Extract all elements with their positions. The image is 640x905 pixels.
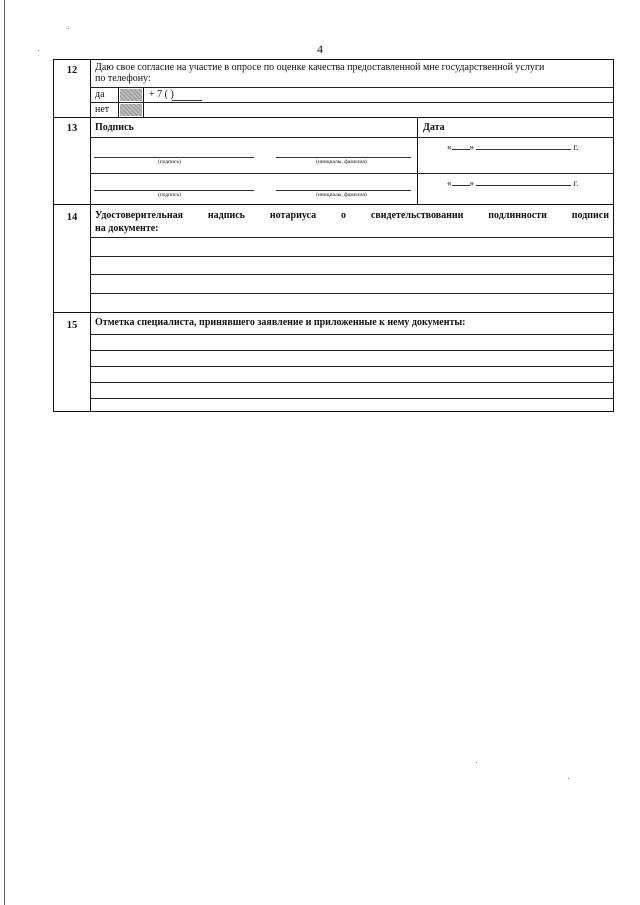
- section-divider: [54, 204, 613, 205]
- consent-text-line2: по телефону:: [95, 73, 151, 84]
- name-caption: (инициалы, фамилия): [316, 159, 367, 165]
- scan-speck: [68, 28, 69, 29]
- application-form-table: [53, 59, 614, 412]
- signature-line-2[interactable]: [94, 190, 254, 191]
- specialist-writing-line[interactable]: [90, 398, 613, 399]
- row-number-14: 14: [66, 212, 78, 223]
- notary-writing-line[interactable]: [90, 256, 613, 257]
- column-divider: [417, 117, 418, 204]
- notary-writing-line[interactable]: [90, 293, 613, 294]
- date-close-quote: »: [469, 142, 474, 152]
- row-number-12: 12: [66, 65, 78, 76]
- signature-caption: (подпись): [158, 159, 181, 165]
- date-header: Дата: [423, 122, 445, 133]
- consent-no-checkbox[interactable]: [120, 104, 142, 116]
- scan-edge-line: [4, 0, 5, 905]
- date-open-quote-2: «: [447, 178, 452, 188]
- name-caption-2: (инициалы, фамилия): [316, 192, 367, 198]
- row-divider: [90, 87, 613, 88]
- notary-writing-line[interactable]: [90, 237, 613, 238]
- row-divider: [90, 137, 613, 138]
- page-number: 4: [317, 42, 323, 56]
- date-open-quote: «: [447, 142, 452, 152]
- scan-speck: [476, 762, 477, 763]
- consent-text-line1: Даю свое согласие на участие в опросе по оценке качества предоставленной мне государственной услуги: [95, 62, 545, 73]
- signature-caption-2: (подпись): [158, 192, 181, 198]
- date-field-2[interactable]: [447, 178, 578, 188]
- phone-number-field[interactable]: + 7 ( ): [149, 89, 174, 100]
- row-divider: [90, 173, 613, 174]
- consent-yes-checkbox[interactable]: [120, 89, 142, 101]
- consent-yes-label: да: [95, 89, 105, 100]
- date-field[interactable]: [447, 142, 578, 152]
- scan-speck: [568, 778, 569, 779]
- consent-no-label: нет: [95, 104, 110, 115]
- year-suffix: г.: [573, 142, 579, 152]
- section-divider: [54, 312, 613, 313]
- specialist-writing-line[interactable]: [90, 350, 613, 351]
- row-divider: [90, 102, 613, 103]
- notary-writing-line[interactable]: [90, 274, 613, 275]
- specialist-writing-line[interactable]: [90, 334, 613, 335]
- signature-header: Подпись: [95, 122, 134, 133]
- number-column-divider: [90, 60, 91, 411]
- name-line-2[interactable]: [276, 190, 411, 191]
- notary-title-line1: Удостоверительная надпись нотариуса о свидетельствовании подлинности подписи: [95, 210, 609, 221]
- row-number-15: 15: [66, 320, 78, 331]
- specialist-mark-title: Отметка специалиста, принявшего заявление и приложенные к нему документы:: [95, 317, 466, 328]
- phone-underline: [172, 100, 202, 101]
- section-divider: [54, 117, 613, 118]
- row-number-13: 13: [66, 123, 78, 134]
- notary-title-line2: на документе:: [95, 223, 159, 234]
- name-line[interactable]: [276, 157, 411, 158]
- signature-line[interactable]: [94, 157, 254, 158]
- year-suffix-2: г.: [573, 178, 579, 188]
- date-close-quote-2: »: [469, 178, 474, 188]
- specialist-writing-line[interactable]: [90, 366, 613, 367]
- specialist-writing-line[interactable]: [90, 382, 613, 383]
